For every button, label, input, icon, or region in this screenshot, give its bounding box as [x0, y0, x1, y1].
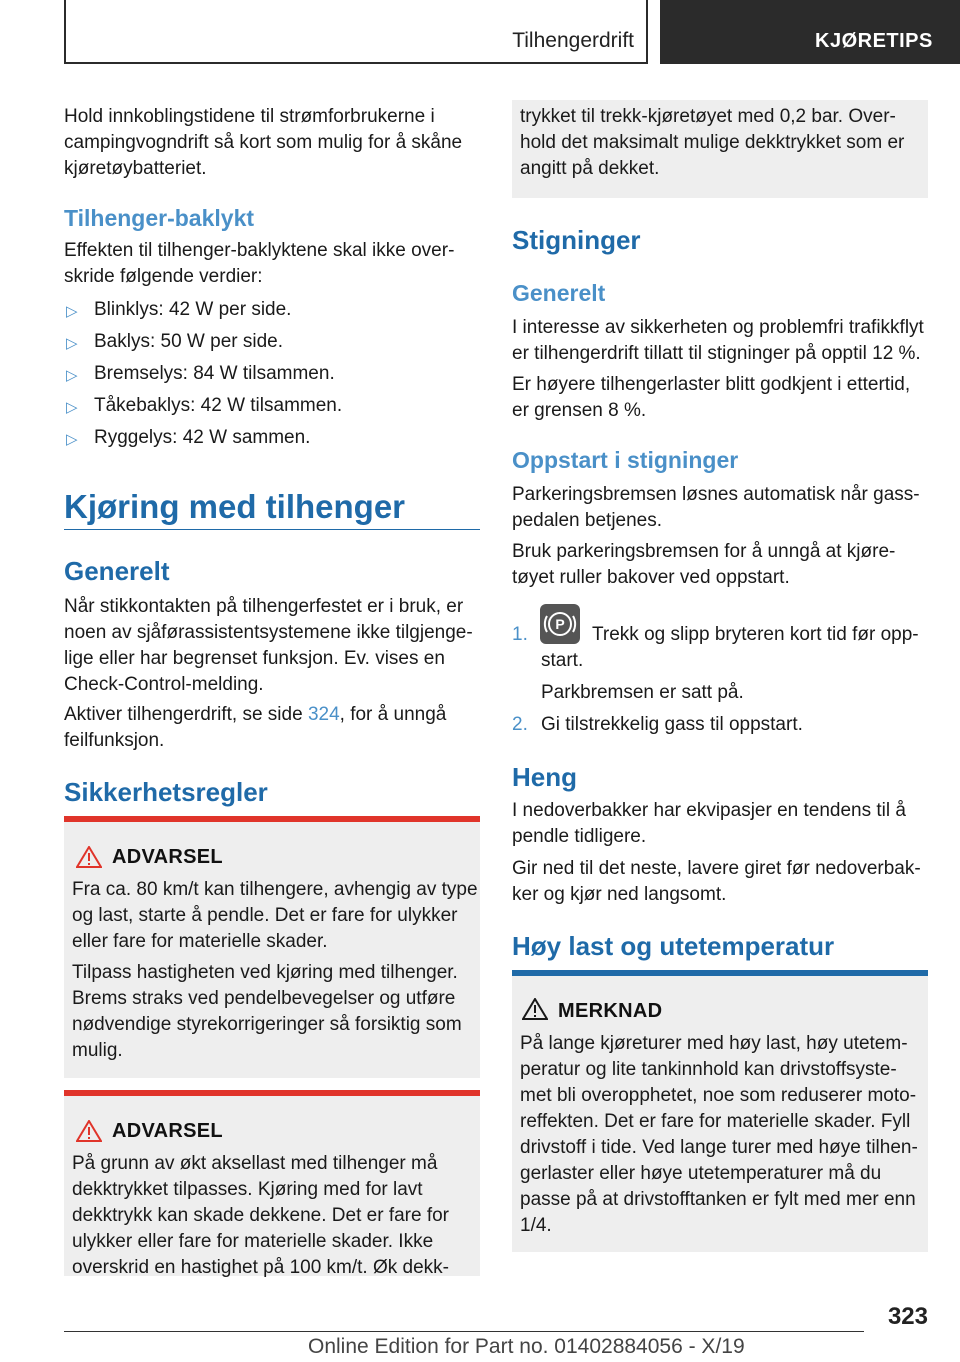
oppstart-text: Bruk parkeringsbremsen for å unngå at kjøre- [512, 541, 896, 562]
heading-rule [64, 529, 480, 530]
stigninger-heading: Stigninger [512, 225, 641, 255]
baklykt-text-1: Effekten til tilhenger-baklyktene skal ikke over- [64, 240, 455, 261]
warning-text: dekktrykk kan skade dekkene. Det er fare for [72, 1205, 450, 1226]
step-result: Parkbremsen er satt på. [541, 682, 744, 703]
bullet-triangle-icon: ▷ [66, 399, 78, 416]
warning-box-1 [64, 816, 480, 1078]
note-text: På lange kjøreturer med høy last, høy utetem- [520, 1033, 908, 1054]
stigninger-text: I interesse av sikkerheten og problemfri trafikkflyt [512, 317, 924, 338]
warning-text: På grunn av økt aksellast med tilhenger må [72, 1153, 438, 1174]
bullet-triangle-icon: ▷ [66, 335, 78, 352]
warning-text: eller fare for materielle skader. [72, 931, 328, 952]
bullet-item: Baklys: 50 W per side. [94, 331, 284, 352]
bullet-triangle-icon: ▷ [66, 303, 78, 320]
oppstart-text: Parkeringsbremsen løsnes automatisk når gass- [512, 484, 920, 505]
heng-text: I nedoverbakker har ekvipasjer en tendens til å [512, 800, 906, 821]
stigninger-text: er tilhengerdrift tillatt til stigninger på opptil 12 %. [512, 343, 921, 364]
warning-text: angitt på dekket. [520, 158, 660, 179]
warning-text: nødvendige styrekorrigeringer så forsiktig som [72, 1014, 462, 1035]
warning-text: hold det maksimalt mulige dekktrykket som er [520, 132, 905, 153]
header-section-title: Tilhengerdrift [512, 29, 634, 52]
intro-line-1: Hold innkoblingstidene til strømforbrukerne i [64, 106, 435, 127]
bullet-item: Blinklys: 42 W per side. [94, 299, 292, 320]
note-title: MERKNAD [558, 1000, 663, 1022]
warning-text: mulig. [72, 1040, 123, 1061]
heng-heading: Heng [512, 762, 577, 792]
footer-edition: Online Edition for Part no. 01402884056 - X/19 [308, 1335, 745, 1358]
generelt-text-2: noen av sjåførassistentsystemene ikke tilgjenge- [64, 622, 473, 643]
warning-box-2-continued [512, 100, 928, 198]
header-chapter-title: KJØRETIPS [815, 30, 933, 52]
note-text: 1/4. [520, 1215, 552, 1236]
generelt-text-3: lige eller har begrenset funksjon. Ev. vises en [64, 648, 445, 669]
generelt-text-1: Når stikkontakten på tilhengerfestet er i bruk, er [64, 596, 464, 617]
warning-text: Brems straks ved pendelbevegelser og utføre [72, 988, 456, 1009]
warning-bar [64, 1090, 480, 1096]
oppstart-heading: Oppstart i stigninger [512, 447, 739, 473]
warning-text: Tilpass hastigheten ved kjøring med tilhenger. [72, 962, 458, 983]
header-chapter-tab [660, 0, 960, 64]
bullet-item: Bremselys: 84 W tilsammen. [94, 363, 335, 384]
step-number: 2. [512, 714, 528, 735]
note-text: reffekten. Det er fare for materielle skader. Fyll [520, 1111, 911, 1132]
main-heading: Kjøring med tilhenger [64, 488, 406, 525]
warning-text: Fra ca. 80 km/t kan tilhengere, avhengig av type [72, 879, 478, 900]
intro-line-3: kjøretøybatteriet. [64, 158, 207, 179]
warning-title: ADVARSEL [112, 846, 223, 868]
step-text: start. [541, 650, 584, 671]
aktiver-line-1 [64, 702, 446, 728]
warning-triangle-icon [76, 846, 102, 868]
hoy-last-heading: Høy last og utetemperatur [512, 931, 835, 961]
note-text: met bli overopphetet, noe som reduserer moto- [520, 1085, 917, 1106]
bullet-triangle-icon: ▷ [66, 431, 78, 448]
header-section-tab [64, 0, 648, 64]
warning-text: overskrid en hastighet på 100 km/t. Øk dekk- [72, 1257, 450, 1278]
aktiver-post: , for å unngå [339, 704, 447, 725]
note-text: gerlaster eller høye utetemperaturer må du [520, 1163, 882, 1184]
heng-text: pendle tidligere. [512, 826, 647, 847]
warning-box-2 [64, 1090, 480, 1276]
bullet-item: Ryggelys: 42 W sammen. [94, 427, 311, 448]
heng-text: ker og kjør ned langsomt. [512, 884, 727, 905]
warning-text: trykket til trekk-kjøretøyet med 0,2 bar. Over- [520, 106, 896, 127]
parking-brake-icon [540, 604, 580, 644]
baklykt-heading: Tilhenger-baklykt [64, 205, 255, 231]
note-text: peratur og lite tankinnhold kan drivstoffsyste- [520, 1059, 897, 1080]
oppstart-text: pedalen betjenes. [512, 510, 663, 531]
warning-bar [64, 816, 480, 822]
warning-text: dekktrykket tilpasses. Kjøring med for lavt [72, 1179, 423, 1200]
warning-text: ulykker eller fare for materielle skader. Ikke [72, 1231, 434, 1252]
svg-text:P: P [555, 616, 565, 632]
step-text: Gi tilstrekkelig gass til oppstart. [541, 714, 803, 735]
warning-title: ADVARSEL [112, 1120, 223, 1142]
generelt-heading: Generelt [64, 556, 170, 586]
bullet-item: Tåkebaklys: 42 W tilsammen. [94, 395, 343, 416]
sikkerhet-heading: Sikkerhetsregler [64, 777, 268, 807]
note-text: drivstoff i tide. Ved lange turer med høye tilhen- [520, 1137, 918, 1158]
stigninger-text: er grensen 8 %. [512, 400, 647, 421]
warning-text: og last, starte å pendle. Det er fare for ulykker [72, 905, 458, 926]
stigninger-text: Er høyere tilhengerlaster blitt godkjent i ettertid, [512, 374, 911, 395]
note-box [512, 970, 928, 1252]
oppstart-text: tøyet ruller bakover ved oppstart. [512, 567, 790, 588]
page-number: 323 [887, 1303, 928, 1330]
step-text: Trekk og slipp bryteren kort tid før opp- [592, 624, 919, 645]
note-text: passe på at drivstofftanken er fylt med mer enn [520, 1189, 916, 1210]
warning-triangle-icon [76, 1120, 102, 1142]
intro-line-2: campingvogndrift så kort som mulig for å skåne [64, 132, 463, 153]
footer-rule [64, 1331, 864, 1332]
generelt-text-4: Check-Control-melding. [64, 674, 264, 695]
aktiver-pre: Aktiver tilhengerdrift, se side [64, 704, 308, 725]
bullet-triangle-icon: ▷ [66, 367, 78, 384]
warning-triangle-icon [522, 998, 548, 1020]
baklykt-text-2: skride følgende verdier: [64, 266, 263, 287]
step-number: 1. [512, 624, 528, 645]
note-bar [512, 970, 928, 976]
aktiver-line-2: feilfunksjon. [64, 730, 165, 751]
page-reference-link[interactable]: 324 [307, 704, 340, 725]
heng-text: Gir ned til det neste, lavere giret før nedoverbak- [512, 858, 921, 879]
stigninger-generelt-heading: Generelt [512, 280, 606, 306]
